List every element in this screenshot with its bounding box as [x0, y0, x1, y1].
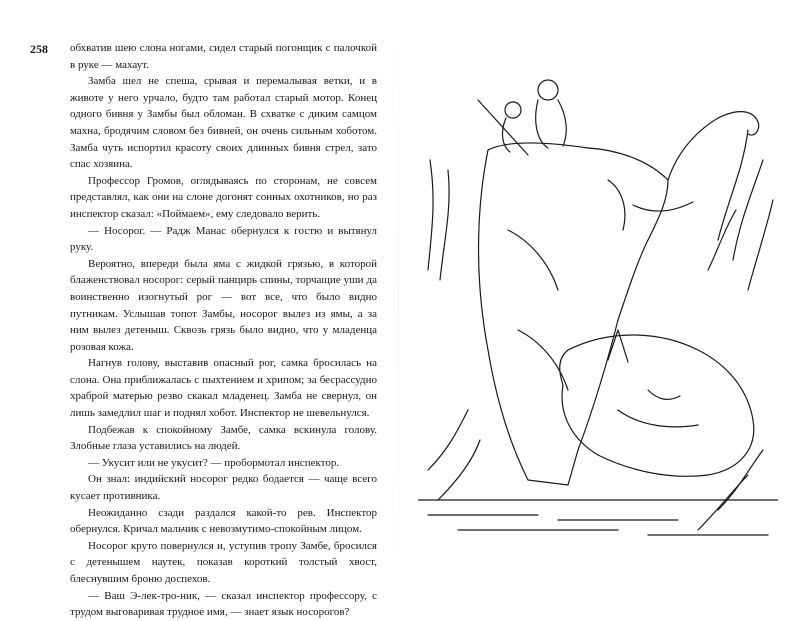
paragraph: — Укусит или не укусит? — пробормотал инспектор.	[88, 456, 340, 469]
paragraph: — Ваш Э-лек-тро-ник, — сказал инспектор профессору, с трудом выговаривая трудное имя, — знает язык носорогов?	[70, 589, 377, 619]
paragraph: Подбежав к спокойному Замбе, самка вскинула голову. Злобные глаза уставились на людей.	[70, 423, 377, 453]
elephant-rhino-illustration	[418, 30, 778, 550]
paragraph: обхватив шею слона ногами, сидел старый погонщик с палочкой в руке — махаут.	[70, 42, 377, 71]
paragraph: — Носорог. — Радж Манас обернулся к гостю и вытянул руку.	[70, 224, 377, 254]
paragraph: Он знал: индийский носорог редко бодается — чаще всего кусает противника.	[70, 473, 377, 503]
paragraph: Нагнув голову, выставив опасный рог, самка бросилась на слона. Она приближалась с пыхтением и хрипом; за бесрассудно храброй матерью резво скакал младенец. Замба не свернул, он лишь замедлил шаг и поднял хобот. Инспектор не шевельнулся.	[70, 357, 377, 420]
elephant-icon	[479, 112, 759, 485]
paragraph: Профессор Громов, оглядываясь по сторонам, не совсем представлял, как они на слоне догонят сонных охотников, но раз инспектор сказал: «Поймаем», ему следовало верить.	[70, 174, 377, 220]
paragraph: Замба шел не спеша, срывая и перемалывая ветки, и в животе у него урчало, будто там работал старый мотор. Конец одного бивня у Замбы был обломан. В схватке с диким самцом махна, бродячим словом без бивней, он очень сильным хоботом. Замба чуть испортил красоту своих длинных бивня стрел, зато спас хозяина.	[70, 75, 377, 171]
body-text	[70, 40, 377, 621]
book-gutter	[398, 0, 399, 600]
paragraph: Носорог круто повернулся и, уступив тропу Замбе, бросился с детенышем наутек, показав короткий толстый хвост, блеснувшим броню доспехов.	[70, 539, 377, 585]
paragraph: Вероятно, впереди была яма с жидкой грязью, в которой блаженствовал носорог: серый панцирь спины, торчащие уши да воинственно изогнутый рог — вот все, что было видно путникам. Услышав топот Замбы, носорог вылез из ямы, а за ним вылез детеныш. Сквозь грязь было видно, что у младенца розовая кожа.	[70, 257, 377, 353]
grass-icon	[428, 130, 773, 530]
ground-icon	[418, 500, 778, 535]
rhino-icon	[560, 330, 754, 476]
page-number: 258	[30, 42, 48, 56]
left-page	[30, 30, 378, 619]
paragraph: Неожиданно сзади раздался какой-то рев. Инспектор обернулся. Кричал мальчик с невозмутимо-спокойным лицом.	[70, 506, 377, 536]
right-page	[418, 30, 778, 550]
